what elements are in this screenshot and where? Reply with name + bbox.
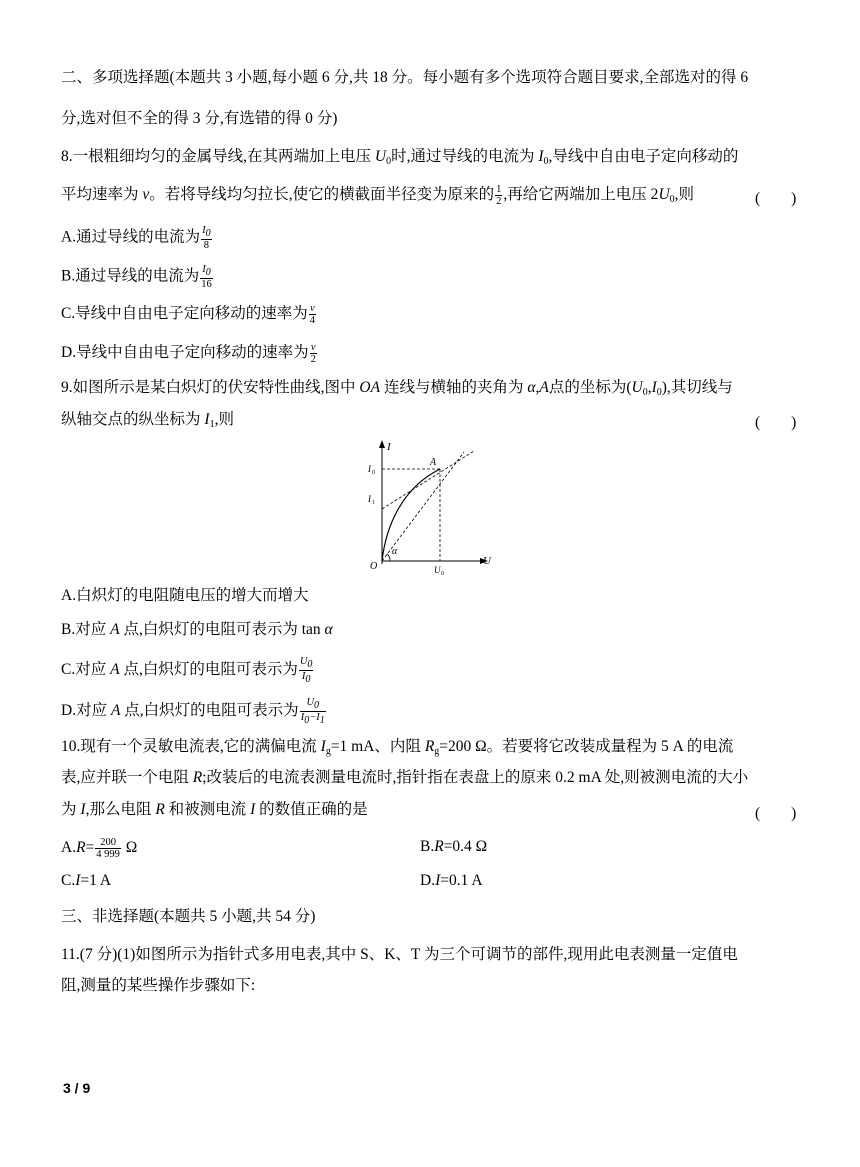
q11-stem-line-1: 11.(7 分)(1)如图所示为指针式多用电表,其中 S、K、T 为三个可调节的部件,现用此电表测量一定值电 (61, 946, 738, 963)
y-axis-label: I (387, 441, 391, 453)
y-axis-arrow (379, 440, 385, 448)
q11-stem-line-2: 阻,测量的某些操作步骤如下: (61, 977, 256, 994)
alpha-arc (387, 554, 390, 561)
oa-dashed-line (382, 452, 464, 561)
q9-option-a[interactable]: A.白炽灯的电阻随电压的增大而增大 (61, 587, 309, 604)
fraction-one-half: $\frac{1}{2}$ (496, 184, 502, 207)
i0-sub: 0 (372, 470, 375, 476)
q8-stem-line-1: 8.一根粗细均匀的金属导线,在其两端加上电压 $U_0$时,通过导线的电流为 $I_0$,导线中自由电子定向移动的 (61, 148, 739, 167)
iu-curve-figure (360, 436, 500, 576)
q10-answer-parentheses: ( ) (755, 805, 797, 822)
q9-stem-line-2: 纵轴交点的纵坐标为 $I_1$,则 (61, 411, 234, 430)
q10-option-a[interactable]: A.R= $\frac{200}{4 999}$ Ω (61, 837, 138, 860)
u0-sub: 0 (441, 571, 444, 576)
q8-option-d[interactable]: D.导线中自由电子定向移动的速率为 $\frac{v}{2}$ (61, 342, 316, 365)
q10-option-c[interactable]: C.I=1 A (61, 872, 112, 889)
origin-label: O (370, 561, 378, 572)
q8-answer-parentheses: ( ) (755, 190, 797, 207)
q10-stem-line-2: 表,应并联一个电阻 R;改装后的电流表测量电流时,指针指在表盘上的原来 0.2 mA 处,则被测电流的大小 (61, 769, 749, 786)
q9-answer-parentheses: ( ) (755, 414, 797, 431)
q10-stem-line-1: 10.现有一个灵敏电流表,它的满偏电流 $I_g=1$ mA、内阻 $R_g=200$ Ω。若要将它改装成量程为 5 A 的电流 (61, 738, 734, 757)
q8-option-b[interactable]: B.通过导线的电流为 $\frac{I_0}{16}$ (61, 264, 212, 290)
i1-sub: 1 (372, 500, 375, 506)
i0-label: I (368, 464, 371, 474)
i1-label: I (368, 494, 371, 504)
q8-option-a[interactable]: A.通过导线的电流为 $\frac{I_0}{8}$ (61, 225, 211, 251)
q10-stem-line-3: 为 I,那么电阻 R 和被测电流 I 的数值正确的是 (61, 801, 368, 818)
section-2-line-2: 分,选对但不全的得 3 分,有选错的得 0 分) (61, 110, 338, 127)
q9-option-d[interactable]: D.对应 A 点,白炽灯的电阻可表示为 $\frac{U_0}{I_0-I_1}$ (61, 697, 325, 726)
u0-label: U (434, 565, 441, 575)
page-number: 3 / 9 (63, 1080, 91, 1096)
q8-stem-line-2: 平均速率为 v。若将导线均匀拉长,使它的横截面半径变为原来的 $\frac{1}{2}$ ,再给它两端加上电压 $2U_0$,则 (61, 184, 695, 207)
section-3-title: 三、非选择题(本题共 5 小题,共 54 分) (61, 908, 316, 925)
alpha-label: α (392, 546, 398, 557)
q9-stem-line-1: 9.如图所示是某白炽灯的伏安特性曲线,图中 OA 连线与横轴的夹角为 α,A点的坐标为$(U_0,I_0)$,其切线与 (61, 379, 733, 398)
section-2-line-1: 二、多项选择题(本题共 3 小题,每小题 6 分,共 18 分。每小题有多个选项符合题目要求,全部选对的得 6 (61, 69, 749, 86)
x-axis-label: U (483, 555, 491, 567)
q9-option-b[interactable]: B.对应 A 点,白炽灯的电阻可表示为 tan α (61, 621, 333, 638)
iu-curve (382, 469, 440, 561)
q9-option-c[interactable]: C.对应 A 点,白炽灯的电阻可表示为 $\frac{U_0}{I_0}$ (61, 656, 313, 685)
q8-option-c[interactable]: C.导线中自由电子定向移动的速率为 $\frac{v}{4}$ (61, 303, 315, 326)
point-a-label: A (430, 457, 437, 468)
q10-option-d[interactable]: D.I=0.1 A (420, 872, 483, 889)
q10-option-b[interactable]: B.R=0.4 Ω (420, 838, 488, 855)
